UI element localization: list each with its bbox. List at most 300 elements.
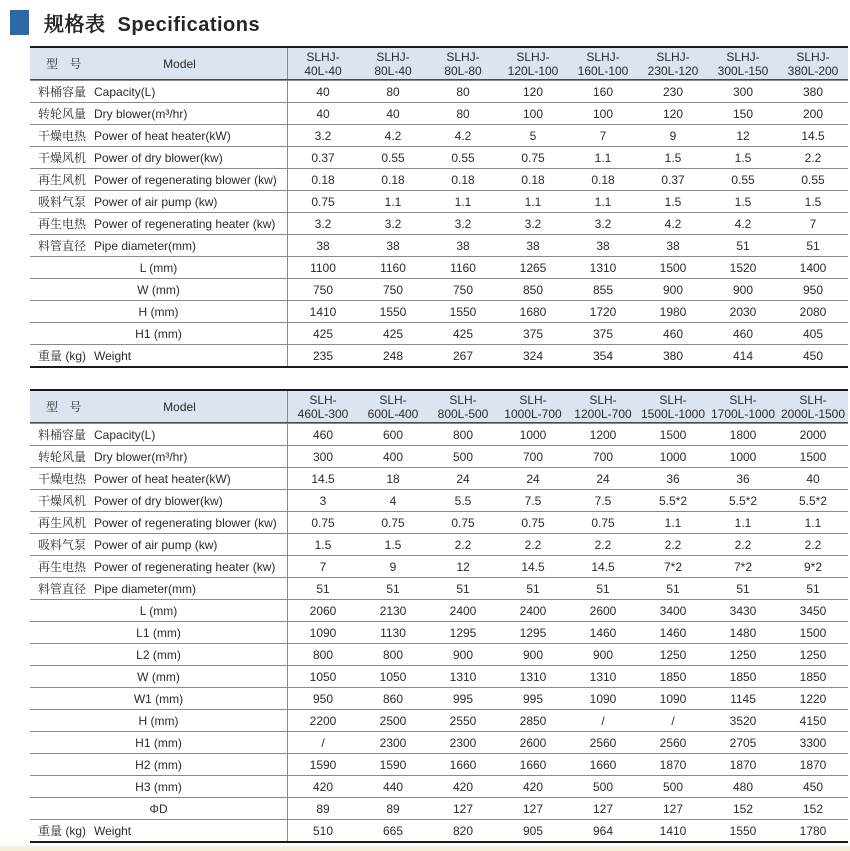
row-label-dimension: H1 (mm): [135, 735, 182, 750]
table-row: [30, 643, 848, 665]
value-cell: 1265: [519, 260, 547, 275]
table-row: [30, 278, 848, 300]
row-label: [30, 125, 288, 146]
value-cell: 40: [316, 84, 330, 99]
value-cell: 600: [382, 427, 404, 442]
value-cell: 9*2: [803, 559, 823, 574]
value-cell: 150: [732, 106, 754, 121]
model-name-line1: SLH-: [729, 392, 757, 407]
value-cell: 127: [592, 801, 614, 816]
value-cell: 1050: [309, 669, 337, 684]
row-cells: [288, 279, 848, 300]
model-header-cell: [358, 391, 428, 422]
row-label: [30, 301, 288, 322]
row-label-cn: 转轮风量: [38, 450, 87, 464]
value-cell: 3.2: [594, 216, 612, 231]
value-cell: 1660: [589, 757, 617, 772]
row-label-cn: 吸料气泵: [38, 538, 87, 552]
value-cell: 9: [669, 128, 677, 143]
value-cell: 500: [662, 779, 684, 794]
value-cell: 2030: [729, 304, 757, 319]
spec-table-slh: [30, 389, 848, 843]
value-cell: 1500: [799, 449, 827, 464]
table-row: [30, 80, 848, 102]
value-cell: 1.1: [594, 150, 612, 165]
row-cells: [288, 103, 848, 124]
row-label-cn: 再生风机: [38, 516, 87, 530]
value-cell: 420: [452, 779, 474, 794]
value-cell: 1460: [589, 625, 617, 640]
value-cell: 24: [596, 471, 610, 486]
value-cell: 300: [312, 449, 334, 464]
row-label: [30, 81, 288, 102]
row-cells: [288, 754, 848, 775]
value-cell: 0.18: [451, 172, 475, 187]
table-row: [30, 256, 848, 278]
model-header-cell: [498, 391, 568, 422]
value-cell: 38: [666, 238, 680, 253]
row-cells: [288, 688, 848, 709]
row-cells: [288, 556, 848, 577]
value-cell: 1145: [730, 691, 756, 706]
model-name-line2: 2000L-1500: [780, 406, 846, 421]
value-cell: 2560: [659, 735, 687, 750]
model-name-line2: 600L-400: [367, 406, 419, 421]
value-cell: 2200: [309, 713, 337, 728]
value-cell: 51: [736, 238, 750, 253]
value-cell: 2.2: [734, 537, 752, 552]
value-cell: 1.1: [594, 194, 612, 209]
value-cell: 152: [802, 801, 824, 816]
model-header-cell: [708, 48, 778, 79]
row-label-cn: 重量 (kg): [38, 824, 87, 838]
row-label-en: Power of air pump (kw): [94, 194, 218, 209]
value-cell: 24: [456, 471, 470, 486]
row-cells: [288, 301, 848, 322]
value-cell: 1310: [589, 260, 617, 275]
model-name-line2: 80L-80: [444, 63, 482, 78]
row-label-en: Pipe diameter(mm): [94, 581, 197, 596]
value-cell: 1.5: [314, 537, 332, 552]
value-cell: 1.1: [734, 515, 752, 530]
value-cell: 2705: [729, 735, 757, 750]
value-cell: 995: [522, 691, 544, 706]
row-label: [30, 578, 288, 599]
row-cells: [288, 710, 848, 731]
row-label-cn: 再生电热: [38, 217, 87, 231]
value-cell: 51: [806, 581, 820, 596]
row-label: [30, 666, 288, 687]
value-cell: 0.55: [381, 150, 405, 165]
value-cell: 0.75: [521, 150, 545, 165]
value-cell: 230: [662, 84, 684, 99]
table-row: [30, 124, 848, 146]
value-cell: 100: [592, 106, 614, 121]
row-label: [30, 490, 288, 511]
value-cell: 750: [382, 282, 404, 297]
spec-table-slhj: [30, 46, 848, 368]
row-label-dimension: ΦD: [149, 801, 168, 816]
value-cell: 38: [526, 238, 540, 253]
row-cells: [288, 600, 848, 621]
value-cell: 3450: [799, 603, 827, 618]
value-cell: 1295: [519, 625, 547, 640]
value-cell: 1850: [729, 669, 757, 684]
value-cell: 24: [526, 471, 540, 486]
value-cell: 1850: [799, 669, 827, 684]
model-name-line2: 160L-100: [577, 63, 629, 78]
table-row: [30, 423, 848, 445]
row-cells: [288, 820, 848, 841]
value-cell: 0.18: [381, 172, 405, 187]
value-cell: 7.5: [594, 493, 612, 508]
value-cell: 2400: [519, 603, 547, 618]
value-cell: 3520: [729, 713, 757, 728]
value-cell: 2850: [519, 713, 547, 728]
row-label-dimension: L1 (mm): [136, 625, 181, 640]
value-cell: 1.5: [804, 194, 822, 209]
value-cell: 0.55: [801, 172, 825, 187]
row-label: [30, 257, 288, 278]
row-cells: [288, 257, 848, 278]
value-cell: 425: [382, 326, 404, 341]
value-cell: 460: [312, 427, 334, 442]
value-cell: /: [321, 735, 325, 750]
value-cell: 40: [386, 106, 400, 121]
value-cell: 1680: [519, 304, 547, 319]
row-label-cn: 干燥风机: [38, 151, 87, 165]
value-cell: 1310: [519, 669, 547, 684]
row-label: [30, 191, 288, 212]
value-cell: 380: [662, 348, 684, 363]
value-cell: 0.37: [311, 150, 335, 165]
value-cell: 950: [802, 282, 824, 297]
value-cell: 5: [529, 128, 537, 143]
value-cell: 2.2: [524, 537, 542, 552]
value-cell: 4.2: [664, 216, 682, 231]
value-cell: 1870: [799, 757, 827, 772]
row-label: [30, 512, 288, 533]
value-cell: 420: [312, 779, 334, 794]
row-label-en: Power of air pump (kw): [94, 537, 218, 552]
value-cell: 750: [452, 282, 474, 297]
value-cell: 1200: [589, 427, 617, 442]
value-cell: 1520: [729, 260, 757, 275]
table-row: [30, 190, 848, 212]
row-label-dimension: W (mm): [137, 282, 180, 297]
value-cell: 1310: [589, 669, 617, 684]
value-cell: 14.5: [521, 559, 545, 574]
value-cell: 300: [732, 84, 754, 99]
value-cell: 1000: [659, 449, 687, 464]
value-cell: 18: [386, 471, 400, 486]
value-cell: 3.2: [314, 128, 332, 143]
table-row: [30, 445, 848, 467]
value-cell: 1295: [449, 625, 477, 640]
value-cell: 14.5: [801, 128, 825, 143]
row-label: [30, 622, 288, 643]
value-cell: 0.18: [591, 172, 615, 187]
title-accent-square: [10, 10, 29, 35]
model-header-label-en: Model: [163, 56, 196, 71]
table-row: [30, 687, 848, 709]
value-cell: 89: [316, 801, 330, 816]
row-label-en: Power of dry blower(kw): [94, 150, 223, 165]
row-label-en: Power of heat heater(kW): [94, 128, 231, 143]
value-cell: 1550: [449, 304, 477, 319]
value-cell: 2.2: [454, 537, 472, 552]
value-cell: 460: [732, 326, 754, 341]
value-cell: 3.2: [314, 216, 332, 231]
table-row: [30, 146, 848, 168]
row-cells: [288, 213, 848, 234]
value-cell: 324: [522, 348, 544, 363]
table-row: [30, 665, 848, 687]
value-cell: 1.1: [804, 515, 822, 530]
model-name-line1: SLHJ-: [306, 49, 340, 64]
value-cell: 0.55: [731, 172, 755, 187]
model-header-cells: [288, 391, 848, 422]
value-cell: 1090: [659, 691, 687, 706]
title-bar: [0, 0, 850, 40]
value-cell: 800: [312, 647, 334, 662]
value-cell: 820: [452, 823, 474, 838]
row-label: [30, 820, 288, 841]
model-name-line2: 120L-100: [507, 63, 559, 78]
value-cell: 0.18: [521, 172, 545, 187]
row-label: [30, 468, 288, 489]
row-cells: [288, 490, 848, 511]
value-cell: 127: [522, 801, 544, 816]
value-cell: 1850: [659, 669, 687, 684]
model-header-label-cn: 型 号: [46, 400, 86, 414]
bottom-strip: [0, 846, 850, 851]
value-cell: 1250: [799, 647, 827, 662]
table-row: [30, 731, 848, 753]
value-cell: 7: [319, 559, 327, 574]
value-cell: 2500: [379, 713, 407, 728]
model-header-cell: [778, 391, 848, 422]
value-cell: 1550: [379, 304, 407, 319]
model-header-cell: [428, 391, 498, 422]
model-header-cell: [498, 48, 568, 79]
value-cell: 12: [736, 128, 750, 143]
row-label-en: Power of regenerating heater (kw): [94, 216, 276, 231]
row-label-dimension: H2 (mm): [135, 757, 182, 772]
model-header-cell: [708, 391, 778, 422]
value-cell: 100: [522, 106, 544, 121]
row-label-en: Power of heat heater(kW): [94, 471, 231, 486]
value-cell: 375: [592, 326, 614, 341]
value-cell: 1.5: [384, 537, 402, 552]
model-name-line1: SLHJ-: [516, 49, 550, 64]
row-cells: [288, 235, 848, 256]
value-cell: 500: [592, 779, 614, 794]
value-cell: 51: [526, 581, 540, 596]
model-name-line2: 460L-300: [297, 406, 349, 421]
model-name-line2: 300L-150: [717, 63, 769, 78]
row-label: [30, 213, 288, 234]
model-header-cell: [568, 48, 638, 79]
value-cell: 0.18: [311, 172, 335, 187]
row-label-dimension: W1 (mm): [133, 691, 184, 706]
value-cell: 950: [312, 691, 334, 706]
row-label-dimension: H1 (mm): [135, 326, 182, 341]
value-cell: 414: [732, 348, 754, 363]
model-header-cell: [568, 391, 638, 422]
value-cell: 964: [592, 823, 614, 838]
table-row: [30, 489, 848, 511]
value-cell: 248: [382, 348, 404, 363]
table-row: [30, 234, 848, 256]
row-label: [30, 147, 288, 168]
value-cell: 3: [319, 493, 327, 508]
value-cell: 1590: [309, 757, 337, 772]
value-cell: 51: [736, 581, 750, 596]
model-header-cell: [428, 48, 498, 79]
value-cell: 2080: [799, 304, 827, 319]
value-cell: 7.5: [524, 493, 542, 508]
row-label-en: Power of regenerating blower (kw): [94, 515, 277, 530]
value-cell: 5.5*2: [658, 493, 688, 508]
value-cell: 7: [599, 128, 607, 143]
value-cell: 1160: [380, 260, 406, 275]
model-name-line2: 40L-40: [304, 63, 342, 78]
value-cell: 900: [452, 647, 474, 662]
value-cell: 80: [386, 84, 400, 99]
value-cell: 1400: [799, 260, 827, 275]
row-label-dimension: L2 (mm): [136, 647, 181, 662]
value-cell: 2.2: [594, 537, 612, 552]
value-cell: 1250: [659, 647, 687, 662]
value-cell: 200: [802, 106, 824, 121]
value-cell: 5.5*2: [728, 493, 758, 508]
model-name-line2: 1700L-1000: [710, 406, 776, 421]
row-label-cn: 再生电热: [38, 560, 87, 574]
value-cell: 1100: [310, 260, 336, 275]
row-label: [30, 754, 288, 775]
value-cell: 2300: [449, 735, 477, 750]
value-cell: 1870: [729, 757, 757, 772]
row-label: [30, 424, 288, 445]
value-cell: 2300: [379, 735, 407, 750]
table-row: [30, 753, 848, 775]
row-label: [30, 798, 288, 819]
value-cell: 1.5: [734, 194, 752, 209]
model-name-line1: SLHJ-: [796, 49, 830, 64]
value-cell: 51: [316, 581, 330, 596]
value-cell: 0.75: [521, 515, 545, 530]
value-cell: 800: [452, 427, 474, 442]
value-cell: 2600: [589, 603, 617, 618]
value-cell: 750: [312, 282, 334, 297]
row-label-en: Power of regenerating heater (kw): [94, 559, 276, 574]
row-label: [30, 556, 288, 577]
value-cell: 1130: [380, 625, 406, 640]
value-cell: 1660: [449, 757, 477, 772]
value-cell: 51: [666, 581, 680, 596]
value-cell: 1550: [729, 823, 757, 838]
model-name-line2: 380L-200: [787, 63, 839, 78]
row-label-en: Power of regenerating blower (kw): [94, 172, 277, 187]
value-cell: 860: [382, 691, 404, 706]
row-label-dimension: H (mm): [138, 304, 179, 319]
value-cell: 450: [802, 348, 824, 363]
value-cell: 4: [389, 493, 397, 508]
row-cells: [288, 125, 848, 146]
row-label: [30, 688, 288, 709]
table-row: [30, 344, 848, 366]
value-cell: 900: [662, 282, 684, 297]
row-label: [30, 103, 288, 124]
value-cell: 80: [456, 106, 470, 121]
value-cell: 440: [382, 779, 404, 794]
value-cell: 4150: [799, 713, 827, 728]
row-label: [30, 279, 288, 300]
value-cell: 1.1: [454, 194, 472, 209]
row-label-en: Capacity(L): [94, 84, 156, 99]
value-cell: 4.2: [734, 216, 752, 231]
value-cell: 235: [312, 348, 334, 363]
value-cell: 120: [662, 106, 684, 121]
value-cell: 375: [522, 326, 544, 341]
row-label-cn: 重量 (kg): [38, 349, 87, 363]
value-cell: 1410: [659, 823, 687, 838]
row-label-cn: 料管直径: [38, 239, 87, 253]
value-cell: 1.5: [664, 150, 682, 165]
value-cell: 2.2: [804, 537, 822, 552]
value-cell: 1220: [799, 691, 827, 706]
value-cell: 1000: [519, 427, 547, 442]
row-label-en: Weight: [94, 823, 132, 838]
row-cells: [288, 644, 848, 665]
model-name-line1: SLHJ-: [586, 49, 620, 64]
page-title-cn: 规格表: [44, 13, 106, 36]
row-cells: [288, 512, 848, 533]
value-cell: 425: [312, 326, 334, 341]
model-header-cells: [288, 48, 848, 79]
value-cell: 7*2: [733, 559, 753, 574]
row-label-dimension: L (mm): [139, 603, 178, 618]
model-name-line2: 80L-40: [374, 63, 412, 78]
row-label: [30, 776, 288, 797]
value-cell: 1500: [659, 260, 687, 275]
table-row: [30, 300, 848, 322]
value-cell: 127: [662, 801, 684, 816]
value-cell: 1780: [799, 823, 827, 838]
row-label: [30, 235, 288, 256]
value-cell: 500: [452, 449, 474, 464]
value-cell: 40: [316, 106, 330, 121]
value-cell: 0.75: [311, 515, 335, 530]
table-row: [30, 511, 848, 533]
model-name-line1: SLH-: [519, 392, 547, 407]
value-cell: 1160: [450, 260, 476, 275]
value-cell: 12: [456, 559, 470, 574]
row-label-dimension: H3 (mm): [135, 779, 182, 794]
model-name-line1: SLH-: [449, 392, 477, 407]
value-cell: /: [671, 713, 675, 728]
value-cell: 800: [382, 647, 404, 662]
row-label-cn: 干燥电热: [38, 129, 87, 143]
row-cells: [288, 468, 848, 489]
value-cell: 425: [452, 326, 474, 341]
row-cells: [288, 323, 848, 344]
model-header-label-cn: 型 号: [46, 57, 86, 71]
model-header-cell: [358, 48, 428, 79]
value-cell: 1460: [659, 625, 687, 640]
model-header-cell: [778, 48, 848, 79]
